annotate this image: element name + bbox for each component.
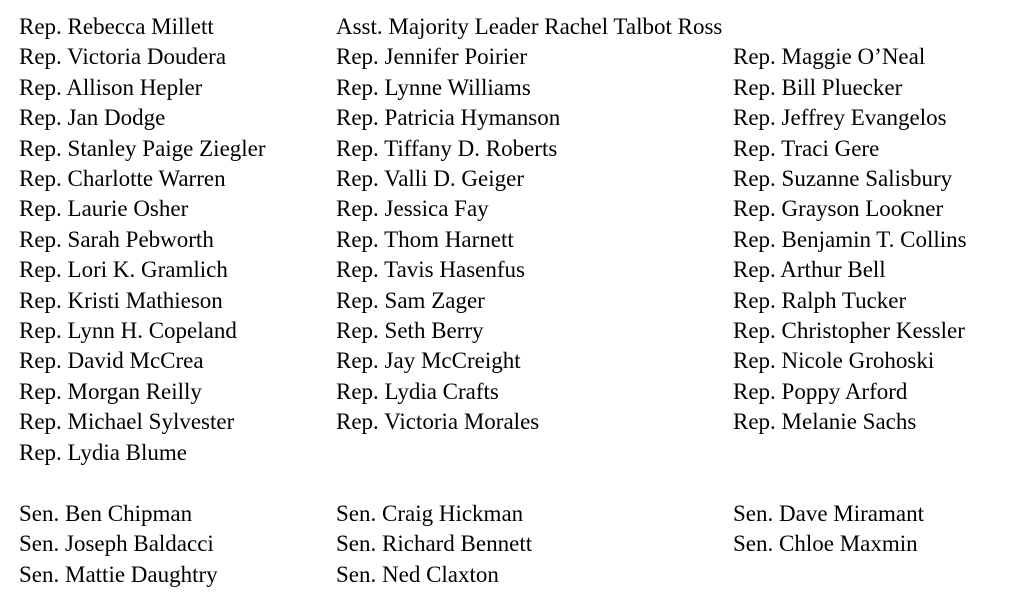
right-sen-2: Sen. Chloe Maxmin: [733, 531, 918, 557]
right-rep-2: Rep. Bill Pluecker: [733, 74, 903, 100]
right-rep-10: Rep. Christopher Kessler: [733, 318, 965, 343]
middle-rep-6: Rep. Jessica Fay: [336, 196, 489, 222]
left-rep-15: Rep. Lydia Blume: [19, 439, 188, 465]
middle-rep-1: Rep. Jennifer Poirier: [336, 44, 527, 70]
left-sen-3: Sen. Mattie Daughtry: [19, 561, 218, 587]
middle-sen-2: Sen. Richard Bennett: [336, 531, 533, 557]
right-rep-6: Rep. Grayson Lookner: [733, 196, 944, 222]
middle-rep-2: Rep. Lynne Williams: [336, 74, 531, 100]
middle-rep-11: Rep. Jay McCreight: [336, 348, 521, 374]
right-rep-1: Rep. Maggie O’Neal: [733, 44, 926, 70]
left-rep-1: Rep. Rebecca Millett: [19, 14, 214, 39]
left-rep-13: Rep. Morgan Reilly: [19, 378, 202, 404]
right-rep-12: Rep. Poppy Arford: [733, 378, 908, 404]
left-rep-3: Rep. Allison Hepler: [19, 74, 203, 100]
middle-rep-5: Rep. Valli D. Geiger: [336, 166, 525, 191]
middle-rep-8: Rep. Tavis Hasenfus: [336, 257, 525, 283]
middle-sen-1: Sen. Craig Hickman: [336, 501, 524, 526]
middle-rep-10: Rep. Seth Berry: [336, 318, 484, 343]
left-rep-8: Rep. Sarah Pebworth: [19, 226, 214, 252]
right-rep-9: Rep. Ralph Tucker: [733, 287, 907, 313]
left-rep-4: Rep. Jan Dodge: [19, 105, 166, 131]
middle-rep-9: Rep. Sam Zager: [336, 287, 485, 313]
right-rep-3: Rep. Jeffrey Evangelos: [733, 105, 947, 131]
middle-rep-7: Rep. Thom Harnett: [336, 226, 514, 252]
right-rep-8: Rep. Arthur Bell: [733, 257, 886, 283]
left-sen-2: Sen. Joseph Baldacci: [19, 531, 214, 557]
middle-rep-4: Rep. Tiffany D. Roberts: [336, 135, 558, 161]
middle-sen-3: Sen. Ned Claxton: [336, 561, 499, 587]
middle-rep-3: Rep. Patricia Hymanson: [336, 105, 561, 131]
left-rep-14: Rep. Michael Sylvester: [19, 409, 235, 435]
right-sen-1: Sen. Dave Miramant: [733, 501, 924, 526]
left-rep-10: Rep. Kristi Mathieson: [19, 287, 223, 313]
right-rep-11: Rep. Nicole Grohoski: [733, 348, 935, 374]
left-rep-6: Rep. Charlotte Warren: [19, 166, 226, 191]
left-rep-2: Rep. Victoria Doudera: [19, 44, 227, 70]
right-rep-7: Rep. Benjamin T. Collins: [733, 226, 967, 252]
left-sen-1: Sen. Ben Chipman: [19, 501, 193, 526]
left-rep-5: Rep. Stanley Paige Ziegler: [19, 135, 266, 161]
right-rep-4: Rep. Traci Gere: [733, 135, 880, 161]
left-rep-11: Rep. Lynn H. Copeland: [19, 318, 237, 343]
middle-rep-13: Rep. Victoria Morales: [336, 409, 540, 435]
left-rep-7: Rep. Laurie Osher: [19, 196, 189, 222]
middle-heading-line: Asst. Majority Leader Rachel Talbot Ross: [336, 14, 723, 39]
right-rep-13: Rep. Melanie Sachs: [733, 409, 917, 435]
right-rep-5: Rep. Suzanne Salisbury: [733, 166, 953, 191]
middle-rep-12: Rep. Lydia Crafts: [336, 378, 499, 404]
left-rep-9: Rep. Lori K. Gramlich: [19, 257, 228, 283]
left-rep-12: Rep. David McCrea: [19, 348, 204, 374]
